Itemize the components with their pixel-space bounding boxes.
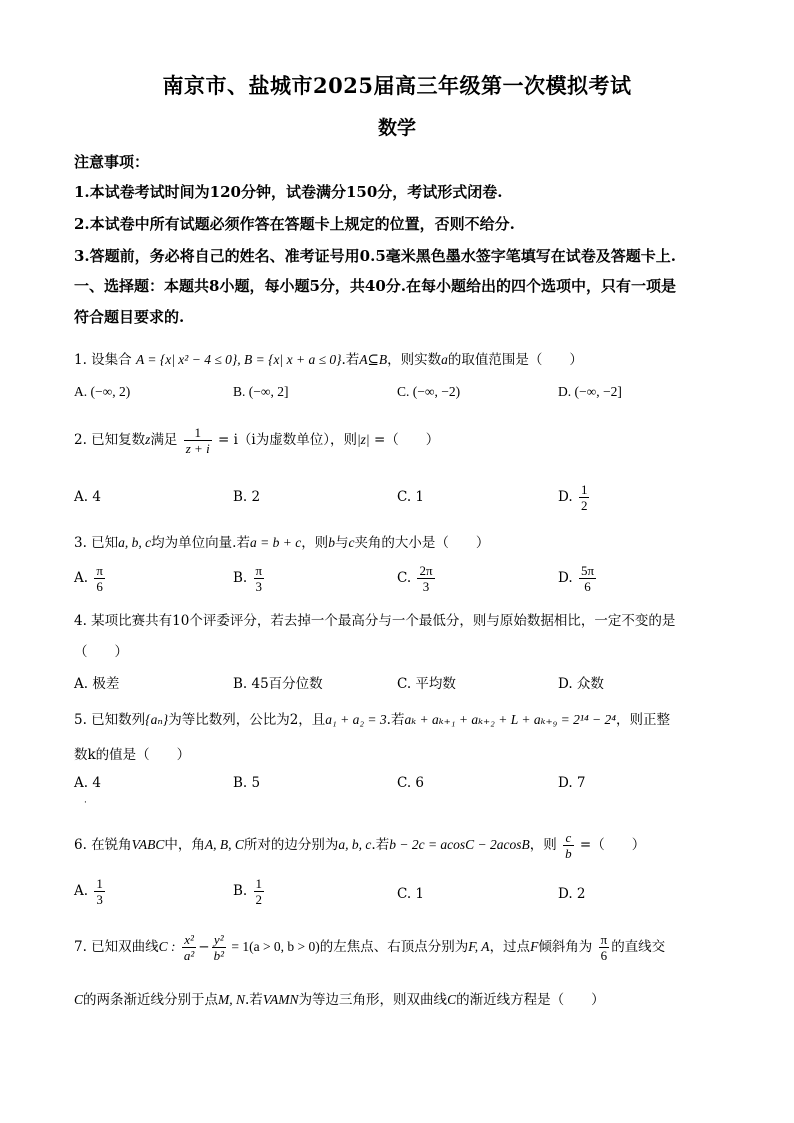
option-d: D. $\frac{5\pi}{6}$ bbox=[558, 563, 595, 594]
exam-title: 南京市、盐城市2025届高三年级第一次模拟考试 bbox=[162, 73, 632, 98]
option-b: B. $\frac{1}{2}$ bbox=[233, 876, 263, 907]
fraction: $\frac{\pi}{3}$ bbox=[255, 563, 263, 594]
fraction: $\frac{1}{3}$ bbox=[96, 876, 103, 907]
fraction: $\frac{5\pi}{6}$ bbox=[580, 563, 595, 594]
stray-dot: · bbox=[84, 798, 87, 808]
option-c: C. (−∞, −2) bbox=[397, 384, 461, 399]
question-7: 7. 已知双曲线C : $\frac{\text{x²}}{\text{a²}}$ − $\frac{\text{y²}}{\text{b²}}$ = 1(a > 0, b > 0)的左焦点、右顶点分别为F, A，过点F倾斜角为 $\frac{\pi}{6}$ 的直线交 bbox=[74, 932, 666, 963]
option-c: C. 1 bbox=[397, 886, 425, 902]
notice-item: 2.本试卷中所有试题必须作答在答题卡上规定的位置，否则不给分. bbox=[74, 215, 515, 233]
option-a: A. (−∞, 2) bbox=[74, 384, 131, 399]
option-b: B. 2 bbox=[233, 489, 261, 505]
question-4-cont: （ ） bbox=[74, 644, 128, 660]
option-c: C. 平均数 bbox=[397, 676, 456, 692]
option-d: D. 众数 bbox=[558, 676, 604, 692]
fraction: $\frac{c}{b}$ bbox=[565, 830, 572, 861]
question-3: 3. 已知a, b, c均为单位向量.若a = b + c，则b与c夹角的大小是（ ） bbox=[74, 535, 490, 551]
question-1: 1. 设集合 A = {x| x² − 4 ≤ 0}, B = {x| x + a ≤ 0}.若A⊆B，则实数a的取值范围是（ ） bbox=[74, 352, 583, 368]
question-4: 4. 某项比赛共有10个评委评分，若去掉一个最高分与一个最低分，则与原始数据相比，一定不变的是 bbox=[74, 613, 676, 629]
option-b: B. (−∞, 2] bbox=[233, 384, 289, 399]
fraction: $\frac{\text{x²}}{\text{a²}}$ bbox=[183, 932, 195, 963]
option-a: A. 极差 bbox=[74, 676, 120, 692]
option-a: A. 4 bbox=[74, 775, 101, 791]
notice-item: 3.答题前，务必将自己的姓名、准考证号用0.5毫米黑色墨水签字笔填写在试卷及答题卡上. bbox=[74, 247, 676, 265]
option-a: A. 4 bbox=[74, 489, 101, 505]
option-b: B. 5 bbox=[233, 775, 261, 791]
option-d: D. 7 bbox=[558, 775, 586, 791]
option-a: A. $\frac{1}{3}$ bbox=[74, 876, 103, 907]
fraction: $\frac{1}{2}$ bbox=[255, 876, 263, 907]
notice-item: 1.本试卷考试时间为120分钟，试卷满分150分，考试形式闭卷. bbox=[74, 183, 503, 201]
question-5: 5. 已知数列{aₙ}为等比数列，公比为2，且a₁ + a₂ = 3.若aₖ + aₖ₊₁ + aₖ₊₂ + L + aₖ₊₉ = 2¹⁴ − 2⁴，则正整 bbox=[74, 712, 670, 728]
fraction: $\frac{\pi}{6}$ bbox=[600, 932, 608, 963]
fraction: $\frac{\pi}{6}$ bbox=[96, 563, 103, 594]
question-6: 6. 在锐角VABC中，角A, B, C所对的边分别为a, b, c.若b − 2c = acosC − 2acosB，则 $\frac{c}{b}$ =（ ） bbox=[74, 830, 646, 861]
option-b: B. 45百分位数 bbox=[233, 676, 323, 692]
option-a: A. $\frac{\pi}{6}$ bbox=[74, 563, 103, 594]
option-c: C. 6 bbox=[397, 775, 425, 791]
fraction: $\frac{1}{z + i}$ bbox=[185, 425, 210, 456]
option-c: C. $\frac{2\pi}{3}$ bbox=[397, 563, 433, 594]
option-c: C. 1 bbox=[397, 489, 425, 505]
question-5-cont: 数k的值是（ ） bbox=[74, 747, 191, 763]
fraction: $\frac{1}{2}$ bbox=[580, 482, 588, 513]
option-d: D. $\frac{1}{2}$ bbox=[558, 482, 588, 513]
notice-heading: 注意事项： bbox=[74, 153, 150, 171]
section-heading: 一、选择题：本题共8小题，每小题5分，共40分.在每小题给出的四个选项中，只有一项是 bbox=[74, 277, 676, 295]
option-d: D. 2 bbox=[558, 886, 586, 902]
section-heading-cont: 符合题目要求的. bbox=[74, 308, 185, 326]
subject-title: 数学 bbox=[377, 117, 416, 139]
fraction: $\frac{\text{y²}}{\text{b²}}$ bbox=[213, 932, 224, 963]
fraction: $\frac{2\pi}{3}$ bbox=[419, 563, 433, 594]
question-7-cont: C的两条渐近线分别于点M, N.若VAMN为等边三角形，则双曲线C的渐近线方程是（ ） bbox=[74, 992, 605, 1008]
option-d: D. (−∞, −2] bbox=[558, 384, 622, 399]
option-b: B. $\frac{\pi}{3}$ bbox=[233, 563, 263, 594]
question-2: 2. 已知复数z满足 $\frac{1}{z + i}$ = i（i为虚数单位），则|z| =（ ） bbox=[74, 425, 440, 456]
